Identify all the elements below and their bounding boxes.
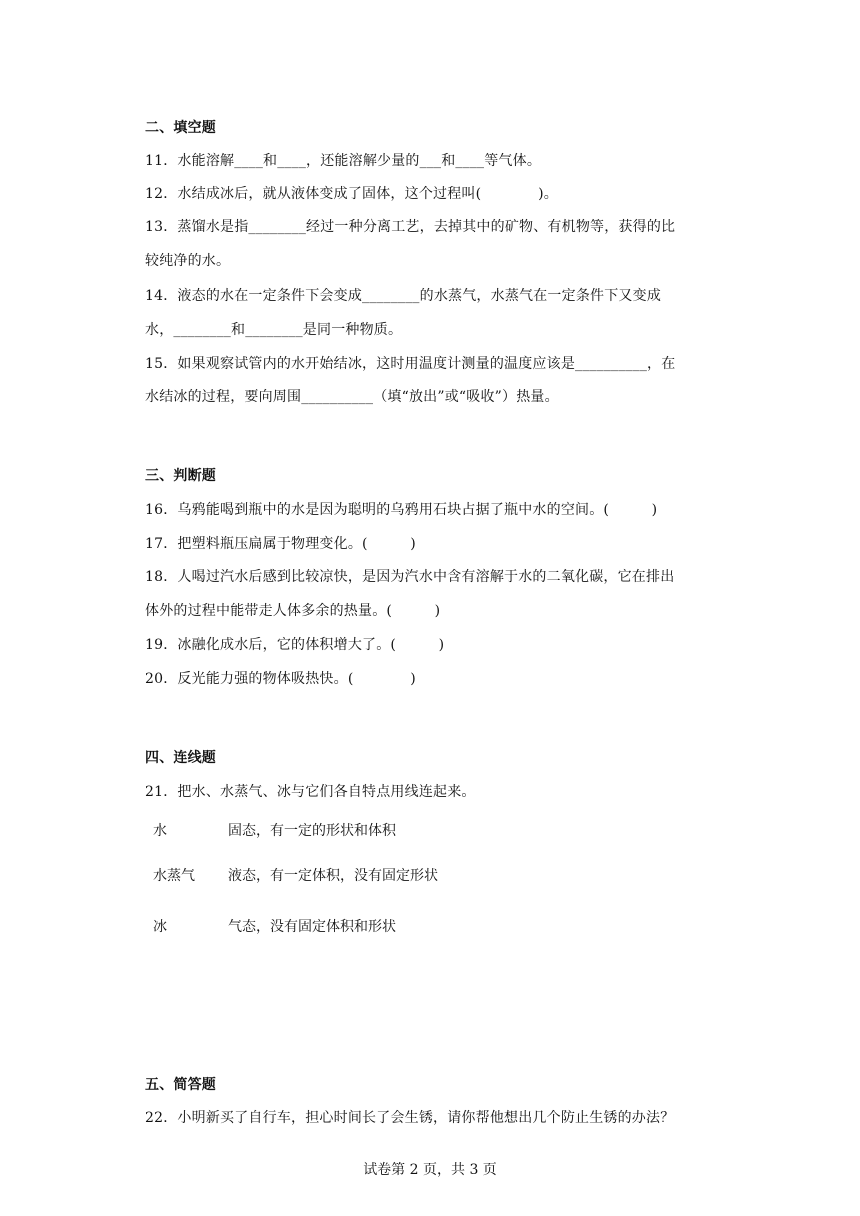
question-18-line-1: 18．人喝过汽水后感到比较凉快，是因为汽水中含有溶解于水的二氧化碳，它在排出 <box>145 569 675 585</box>
question-11: 11．水能溶解____和____，还能溶解少量的___和____等气体。 <box>145 153 542 169</box>
question-13-line-1: 13．蒸馏水是指________经过一种分离工艺，去掉其中的矿物、有机物等，获得的比 <box>145 219 676 235</box>
question-17: 17．把塑料瓶压扁属于物理变化。( ) <box>145 536 416 552</box>
matching-left-vapor[interactable]: 水蒸气 <box>153 868 195 884</box>
question-13-line-2: 较纯净的水。 <box>145 253 231 269</box>
matching-right-liquid[interactable]: 液态，有一定体积，没有固定形状 <box>228 868 438 884</box>
question-22: 22．小明新买了自行车，担心时间长了会生锈，请你帮他想出几个防止生锈的办法？ <box>145 1110 675 1126</box>
question-18-line-2: 体外的过程中能带走人体多余的热量。( ) <box>145 603 441 619</box>
matching-left-ice[interactable]: 冰 <box>153 919 167 935</box>
section-heading-matching: 四、连线题 <box>145 750 216 766</box>
page-footer: 试卷第 2 页，共 3 页 <box>363 1162 497 1178</box>
question-15-line-2: 水结冰的过程，要向周围__________（填“放出”或“吸收”）热量。 <box>145 389 559 405</box>
question-16: 16．乌鸦能喝到瓶中的水是因为聪明的乌鸦用石块占据了瓶中水的空间。( ) <box>145 502 658 518</box>
question-21: 21．把水、水蒸气、冰与它们各自特点用线连起来。 <box>145 784 476 800</box>
question-14-line-1: 14．液态的水在一定条件下会变成________的水蒸气，水蒸气在一定条件下又变成 <box>145 288 662 304</box>
section-heading-fill-blank: 二、填空题 <box>145 120 216 136</box>
matching-right-solid[interactable]: 固态，有一定的形状和体积 <box>228 823 396 839</box>
question-12: 12．水结成冰后，就从液体变成了固体，这个过程叫( )。 <box>145 186 558 202</box>
question-15-line-1: 15．如果观察试管内的水开始结冰，这时用温度计测量的温度应该是__________，在 <box>145 356 676 372</box>
matching-right-gas[interactable]: 气态，没有固定体积和形状 <box>228 919 396 935</box>
question-20: 20．反光能力强的物体吸热快。( ) <box>145 671 416 687</box>
section-heading-short-answer: 五、简答题 <box>145 1077 216 1093</box>
question-14-line-2: 水，________和________是同一种物质。 <box>145 322 403 338</box>
matching-left-water[interactable]: 水 <box>153 823 167 839</box>
section-heading-judgement: 三、判断题 <box>145 468 216 484</box>
question-19: 19．冰融化成水后，它的体积增大了。( ) <box>145 637 445 653</box>
